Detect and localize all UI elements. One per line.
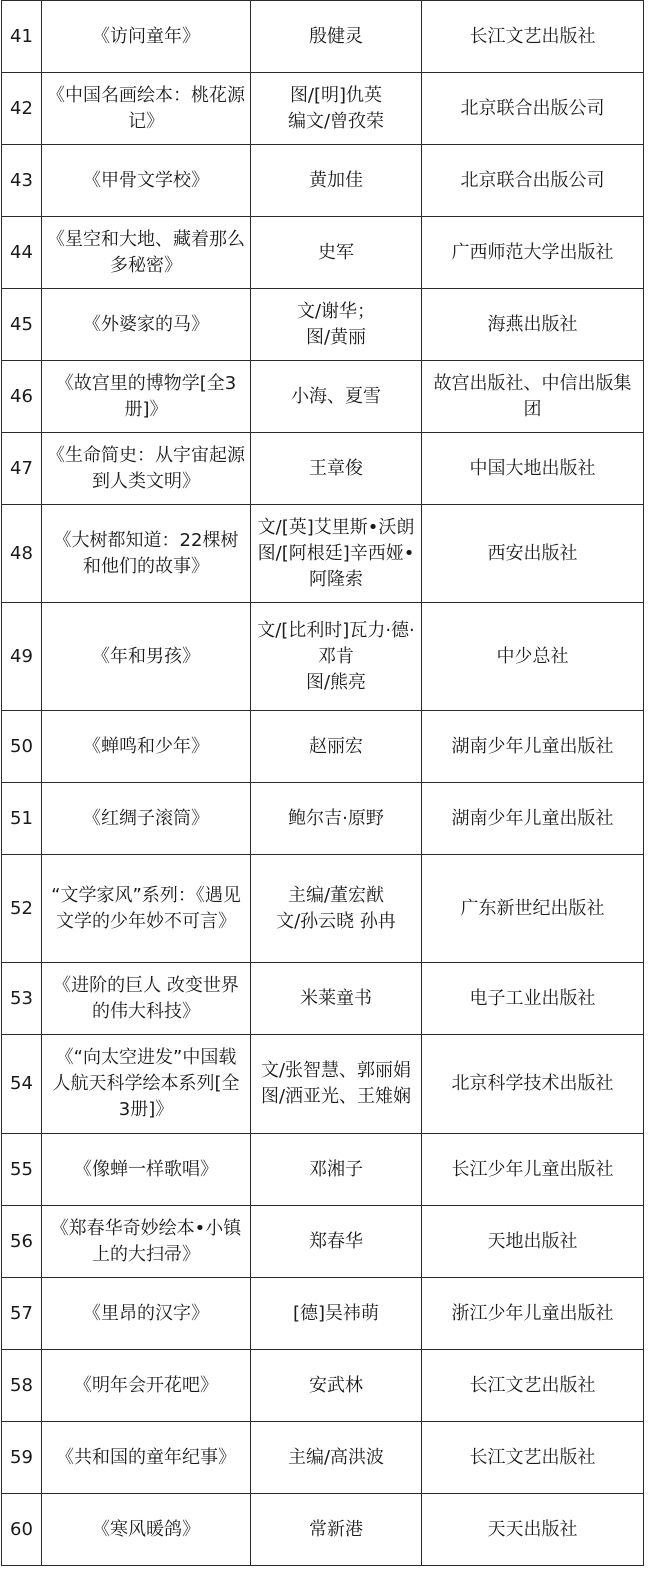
book-title: “文学家风”系列：《遇见文学的少年妙不可言》 [42, 855, 251, 963]
row-number: 54 [2, 1035, 42, 1134]
table-row [2, 217, 644, 289]
row-number: 56 [2, 1206, 42, 1278]
row-number: 51 [2, 783, 42, 855]
book-publisher: 北京科学技术出版社 [422, 1035, 644, 1134]
table-row [2, 855, 644, 963]
book-author: 黄加佳 [251, 145, 422, 217]
book-author: 邓湘子 [251, 1134, 422, 1206]
book-title: 《郑春华奇妙绘本•小镇上的大扫帚》 [42, 1206, 251, 1278]
book-title: 《“向太空进发”中国载人航天科学绘本系列[全3册]》 [42, 1035, 251, 1134]
book-author: 米莱童书 [251, 963, 422, 1035]
book-author: 小海、夏雪 [251, 361, 422, 433]
row-number: 58 [2, 1350, 42, 1422]
book-publisher: 北京联合出版公司 [422, 73, 644, 145]
book-publisher: 广东新世纪出版社 [422, 855, 644, 963]
table-row [2, 1134, 644, 1206]
book-title: 《像蝉一样歌唱》 [42, 1134, 251, 1206]
book-publisher: 湖南少年儿童出版社 [422, 783, 644, 855]
book-title: 《蝉鸣和少年》 [42, 711, 251, 783]
table-row [2, 711, 644, 783]
book-author: 郑春华 [251, 1206, 422, 1278]
table-row [2, 783, 644, 855]
row-number: 60 [2, 1494, 42, 1566]
book-title: 《甲骨文学校》 [42, 145, 251, 217]
row-number: 50 [2, 711, 42, 783]
row-number: 47 [2, 433, 42, 505]
book-publisher: 海燕出版社 [422, 289, 644, 361]
book-title: 《里昂的汉字》 [42, 1278, 251, 1350]
table-row [2, 603, 644, 711]
book-author: 史军 [251, 217, 422, 289]
book-publisher: 湖南少年儿童出版社 [422, 711, 644, 783]
book-title: 《红绸子滚筒》 [42, 783, 251, 855]
table-row [2, 505, 644, 603]
row-number: 53 [2, 963, 42, 1035]
book-publisher: 长江文艺出版社 [422, 1350, 644, 1422]
book-author: 文/谢华； 图/黄丽 [251, 289, 422, 361]
table-row [2, 1422, 644, 1494]
book-publisher: 浙江少年儿童出版社 [422, 1278, 644, 1350]
table-row [2, 1494, 644, 1566]
book-publisher: 天天出版社 [422, 1494, 644, 1566]
book-author: 鲍尔吉·原野 [251, 783, 422, 855]
book-title: 《进阶的巨人 改变世界的伟大科技》 [42, 963, 251, 1035]
row-number: 59 [2, 1422, 42, 1494]
row-number: 46 [2, 361, 42, 433]
row-number: 57 [2, 1278, 42, 1350]
row-number: 43 [2, 145, 42, 217]
book-author: 文/[英]艾里斯•沃朗 图/[阿根廷]辛西娅•阿隆索 [251, 505, 422, 603]
book-title: 《外婆家的马》 [42, 289, 251, 361]
book-publisher: 长江文艺出版社 [422, 1, 644, 73]
book-publisher: 长江文艺出版社 [422, 1422, 644, 1494]
row-number: 55 [2, 1134, 42, 1206]
book-title: 《星空和大地、藏着那么多秘密》 [42, 217, 251, 289]
book-author: 殷健灵 [251, 1, 422, 73]
book-publisher: 天地出版社 [422, 1206, 644, 1278]
book-author: 主编/董宏猷 文/孙云晓 孙冉 [251, 855, 422, 963]
row-number: 44 [2, 217, 42, 289]
table-row [2, 963, 644, 1035]
book-author: 文/[比利时]瓦力·德·邓肯 图/熊亮 [251, 603, 422, 711]
book-author: 安武林 [251, 1350, 422, 1422]
table-row [2, 289, 644, 361]
book-publisher: 北京联合出版公司 [422, 145, 644, 217]
table-row [2, 1278, 644, 1350]
book-publisher: 长江少年儿童出版社 [422, 1134, 644, 1206]
row-number: 49 [2, 603, 42, 711]
book-list-body [2, 1, 644, 1566]
table-row [2, 145, 644, 217]
book-author: 图/[明]仇英 编文/曾孜荣 [251, 73, 422, 145]
table-row [2, 433, 644, 505]
row-number: 48 [2, 505, 42, 603]
book-title: 《明年会开花吧》 [42, 1350, 251, 1422]
book-title: 《年和男孩》 [42, 603, 251, 711]
book-publisher: 故宫出版社、中信出版集团 [422, 361, 644, 433]
table-row [2, 1, 644, 73]
book-author: 王章俊 [251, 433, 422, 505]
book-title: 《寒风暖鸽》 [42, 1494, 251, 1566]
book-author: 文/张智慧、郭丽娟 图/洒亚光、王雉娴 [251, 1035, 422, 1134]
book-publisher: 中少总社 [422, 603, 644, 711]
row-number: 45 [2, 289, 42, 361]
book-publisher: 西安出版社 [422, 505, 644, 603]
row-number: 41 [2, 1, 42, 73]
table-row [2, 73, 644, 145]
table-row [2, 1035, 644, 1134]
table-row [2, 1350, 644, 1422]
book-title: 《大树都知道：22棵树和他们的故事》 [42, 505, 251, 603]
book-title: 《共和国的童年纪事》 [42, 1422, 251, 1494]
book-publisher: 广西师范大学出版社 [422, 217, 644, 289]
book-title: 《访问童年》 [42, 1, 251, 73]
row-number: 52 [2, 855, 42, 963]
book-publisher: 中国大地出版社 [422, 433, 644, 505]
table-row [2, 361, 644, 433]
book-author: 常新港 [251, 1494, 422, 1566]
table-row [2, 1206, 644, 1278]
row-number: 42 [2, 73, 42, 145]
book-author: [德]吴祎萌 [251, 1278, 422, 1350]
book-title: 《故宫里的博物学[全3册]》 [42, 361, 251, 433]
book-publisher: 电子工业出版社 [422, 963, 644, 1035]
book-author: 主编/高洪波 [251, 1422, 422, 1494]
book-author: 赵丽宏 [251, 711, 422, 783]
book-list-table [1, 0, 644, 1566]
book-title: 《中国名画绘本：桃花源记》 [42, 73, 251, 145]
book-title: 《生命简史：从宇宙起源到人类文明》 [42, 433, 251, 505]
